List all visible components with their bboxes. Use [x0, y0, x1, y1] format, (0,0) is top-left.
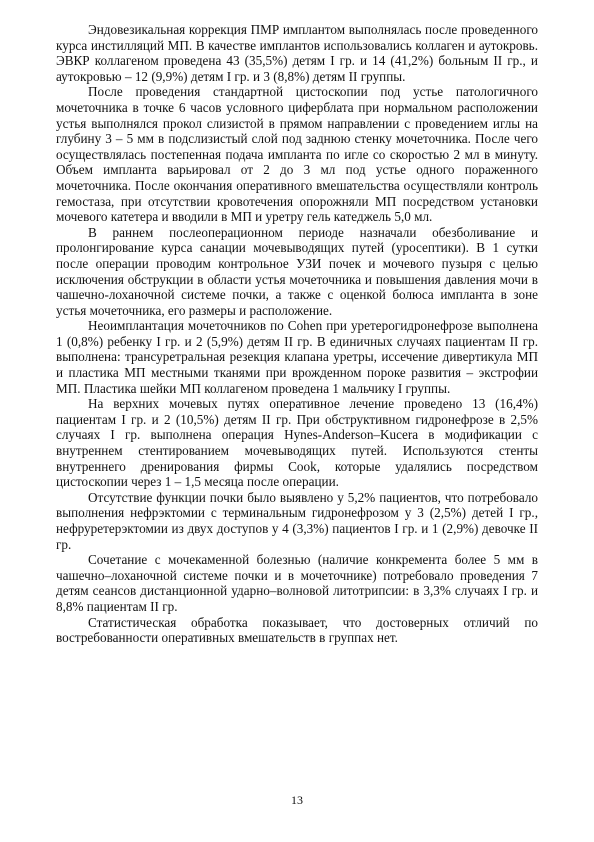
paragraph-cystoscopy-procedure: После проведения стандартной цистоскопии под устье патологичного мочеточника в точке 6 часов условного циферблата при нормальном расположении устья выполнялся прокол слизистой в прямом направлении с проведением иглы на глубину 3 – 5 мм в подслизистый слой под заднюю стенку мочеточника. После чего осуществлялась постепенная подача импланта по игле со скоростью 2 мл в минуту. Объем импланта варьировал от 2 до 3 мл под устье одного пораженного мочеточника. После окончания оперативного вмешательства осуществляли контроль гемостаза, при отсутствии кровотечения опорожняли МП посредством установки мочевого катетера и вводили в МП и уретру гель катеджель 5,0 мл.: [56, 84, 538, 225]
paragraph-postoperative-period: В раннем послеоперационном периоде назначали обезболивание и пролонгирование курса санации мочевыводящих путей (уросептики). В 1 сутки после операции проводим контрольное УЗИ почек и мочевого пузыря с целью исключения обструкции в области устья мочеточника и повышения давления мочи в чашечно-лоханочной системе почки, а также с оценкой болюса импланта в зоне устья мочеточника, его размеры и расположение.: [56, 224, 538, 318]
paragraph-statistics: Статистическая обработка показывает, что достоверных отличий по востребованности оперативных вмешательств в группах нет.: [56, 614, 538, 646]
paragraph-upper-urinary-tract: На верхних мочевых путях оперативное лечение проведено 13 (16,4%) пациентам I гр. и 2 (10,5%) детям II гр. При обструктивном гидронефрозе в 2,5% случаях I гр. выполнена операция Hynes-Anderson–Kucera в модификации с внутреннем стентированием мочевыводящих путей. Используются стенты внутреннего дренирования фирмы Cook, которые удалялись посредством цистоскопии через 1 – 1,5 месяца после операции.: [56, 396, 538, 490]
paragraph-neoimplantation: Неоимплантация мочеточников по Cohen при уретерогидронефрозе выполнена 1 (0,8%) ребенку I гр. и 2 (5,9%) детям II гр. В единичных случаях пациентам II гр. выполнена: трансуретральная резекция клапана уретры, иссечение дивертикула МП и пластика МП местными тканями при врожденном пороке развития – экстрофии МП. Пластика шейки МП коллагеном проведена 1 мальчику I группы.: [56, 318, 538, 396]
paragraph-nephrectomy: Отсутствие функции почки было выявлено у 5,2% пациентов, что потребовало выполнения нефрэктомии с терминальным гидронефрозом у 3 (2,5%) детей I гр., нефруретерэктомии из двух доступов у 4 (3,3%) пациентов I гр. и 1 (2,9%) девочке II гр.: [56, 489, 538, 552]
page-body: [56, 22, 538, 646]
page-number: 13: [291, 793, 303, 807]
paragraph-ecr-implant: Эндовезикальная коррекция ПМР имплантом выполнялась после проведенного курса инстилляций МП. В качестве имплантов использовались коллаген и аутокровь. ЭВКР коллагеном проведена 43 (35,5%) детям I гр. и 14 (41,2%) больным II гр., и аутокровью – 12 (9,9%) детям I гр. и 3 (8,8%) детям II группы.: [56, 22, 538, 84]
paragraph-lithotripsy: Сочетание с мочекаменной болезнью (наличие конкремента более 5 мм в чашечно–лоханочной системе почки и в мочеточнике) потребовало проведения 7 детям сеансов дистанционной ударно–волновой литотрипсии: в 3,3% случаях I гр. и 8,8% пациентам II гр.: [56, 552, 538, 614]
